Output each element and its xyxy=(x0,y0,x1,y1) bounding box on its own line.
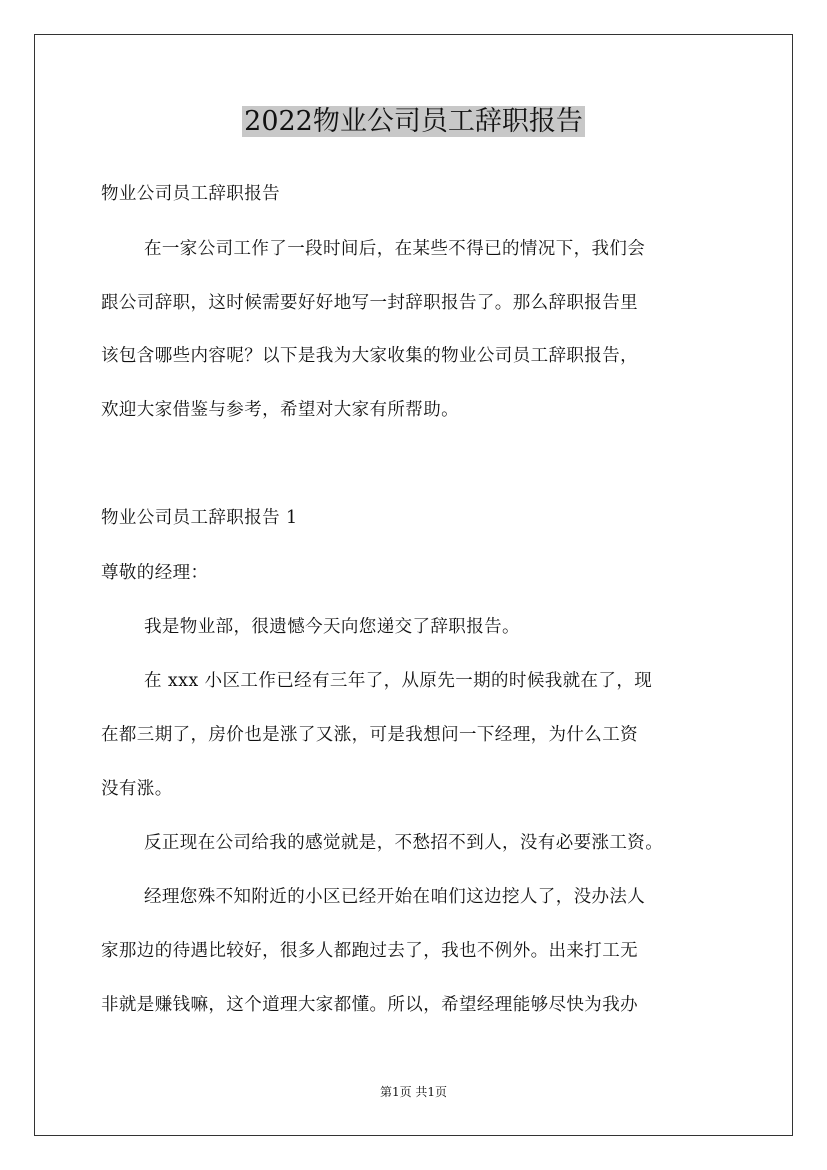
intro-paragraph-line: 该包含哪些内容呢？以下是我为大家收集的物业公司员工辞职报告， xyxy=(101,346,638,366)
page-number-footer: 第1页 共1页 xyxy=(379,1085,448,1099)
body-paragraph-line: 我是物业部，很遗憾今天向您递交了辞职报告。 xyxy=(144,617,520,637)
body-paragraph-line: 在都三期了，房价也是涨了又涨，可是我想问一下经理，为什么工资 xyxy=(101,725,638,745)
body-paragraph-line: 在 xxx 小区工作已经有三年了，从原先一期的时候我就在了，现 xyxy=(144,671,653,691)
document-title xyxy=(0,100,827,144)
body-paragraph-line: 反正现在公司给我的感觉就是，不愁招不到人，没有必要涨工资。 xyxy=(144,833,664,853)
body-paragraph-line: 没有涨。 xyxy=(101,779,173,799)
body-paragraph-line: 经理您殊不知附近的小区已经开始在咱们这边挖人了，没办法人 xyxy=(144,887,646,907)
salutation: 尊敬的经理： xyxy=(101,563,209,583)
body-paragraph-line: 非就是赚钱嘛，这个道理大家都懂。所以，希望经理能够尽快为我办 xyxy=(101,995,638,1015)
intro-paragraph-line: 在一家公司工作了一段时间后，在某些不得已的情况下，我们会 xyxy=(144,239,646,259)
intro-paragraph-line: 跟公司辞职，这时候需要好好地写一封辞职报告了。那么辞职报告里 xyxy=(101,293,638,313)
section-heading: 物业公司员工辞职报告 xyxy=(101,184,280,204)
title-text: 2022物业公司员工辞职报告 xyxy=(244,106,583,137)
body-paragraph-line: 家那边的待遇比较好，很多人都跑过去了，我也不例外。出来打工无 xyxy=(101,941,638,961)
intro-paragraph-line: 欢迎大家借鉴与参考，希望对大家有所帮助。 xyxy=(101,400,459,420)
report-heading: 物业公司员工辞职报告 1 xyxy=(101,508,298,528)
